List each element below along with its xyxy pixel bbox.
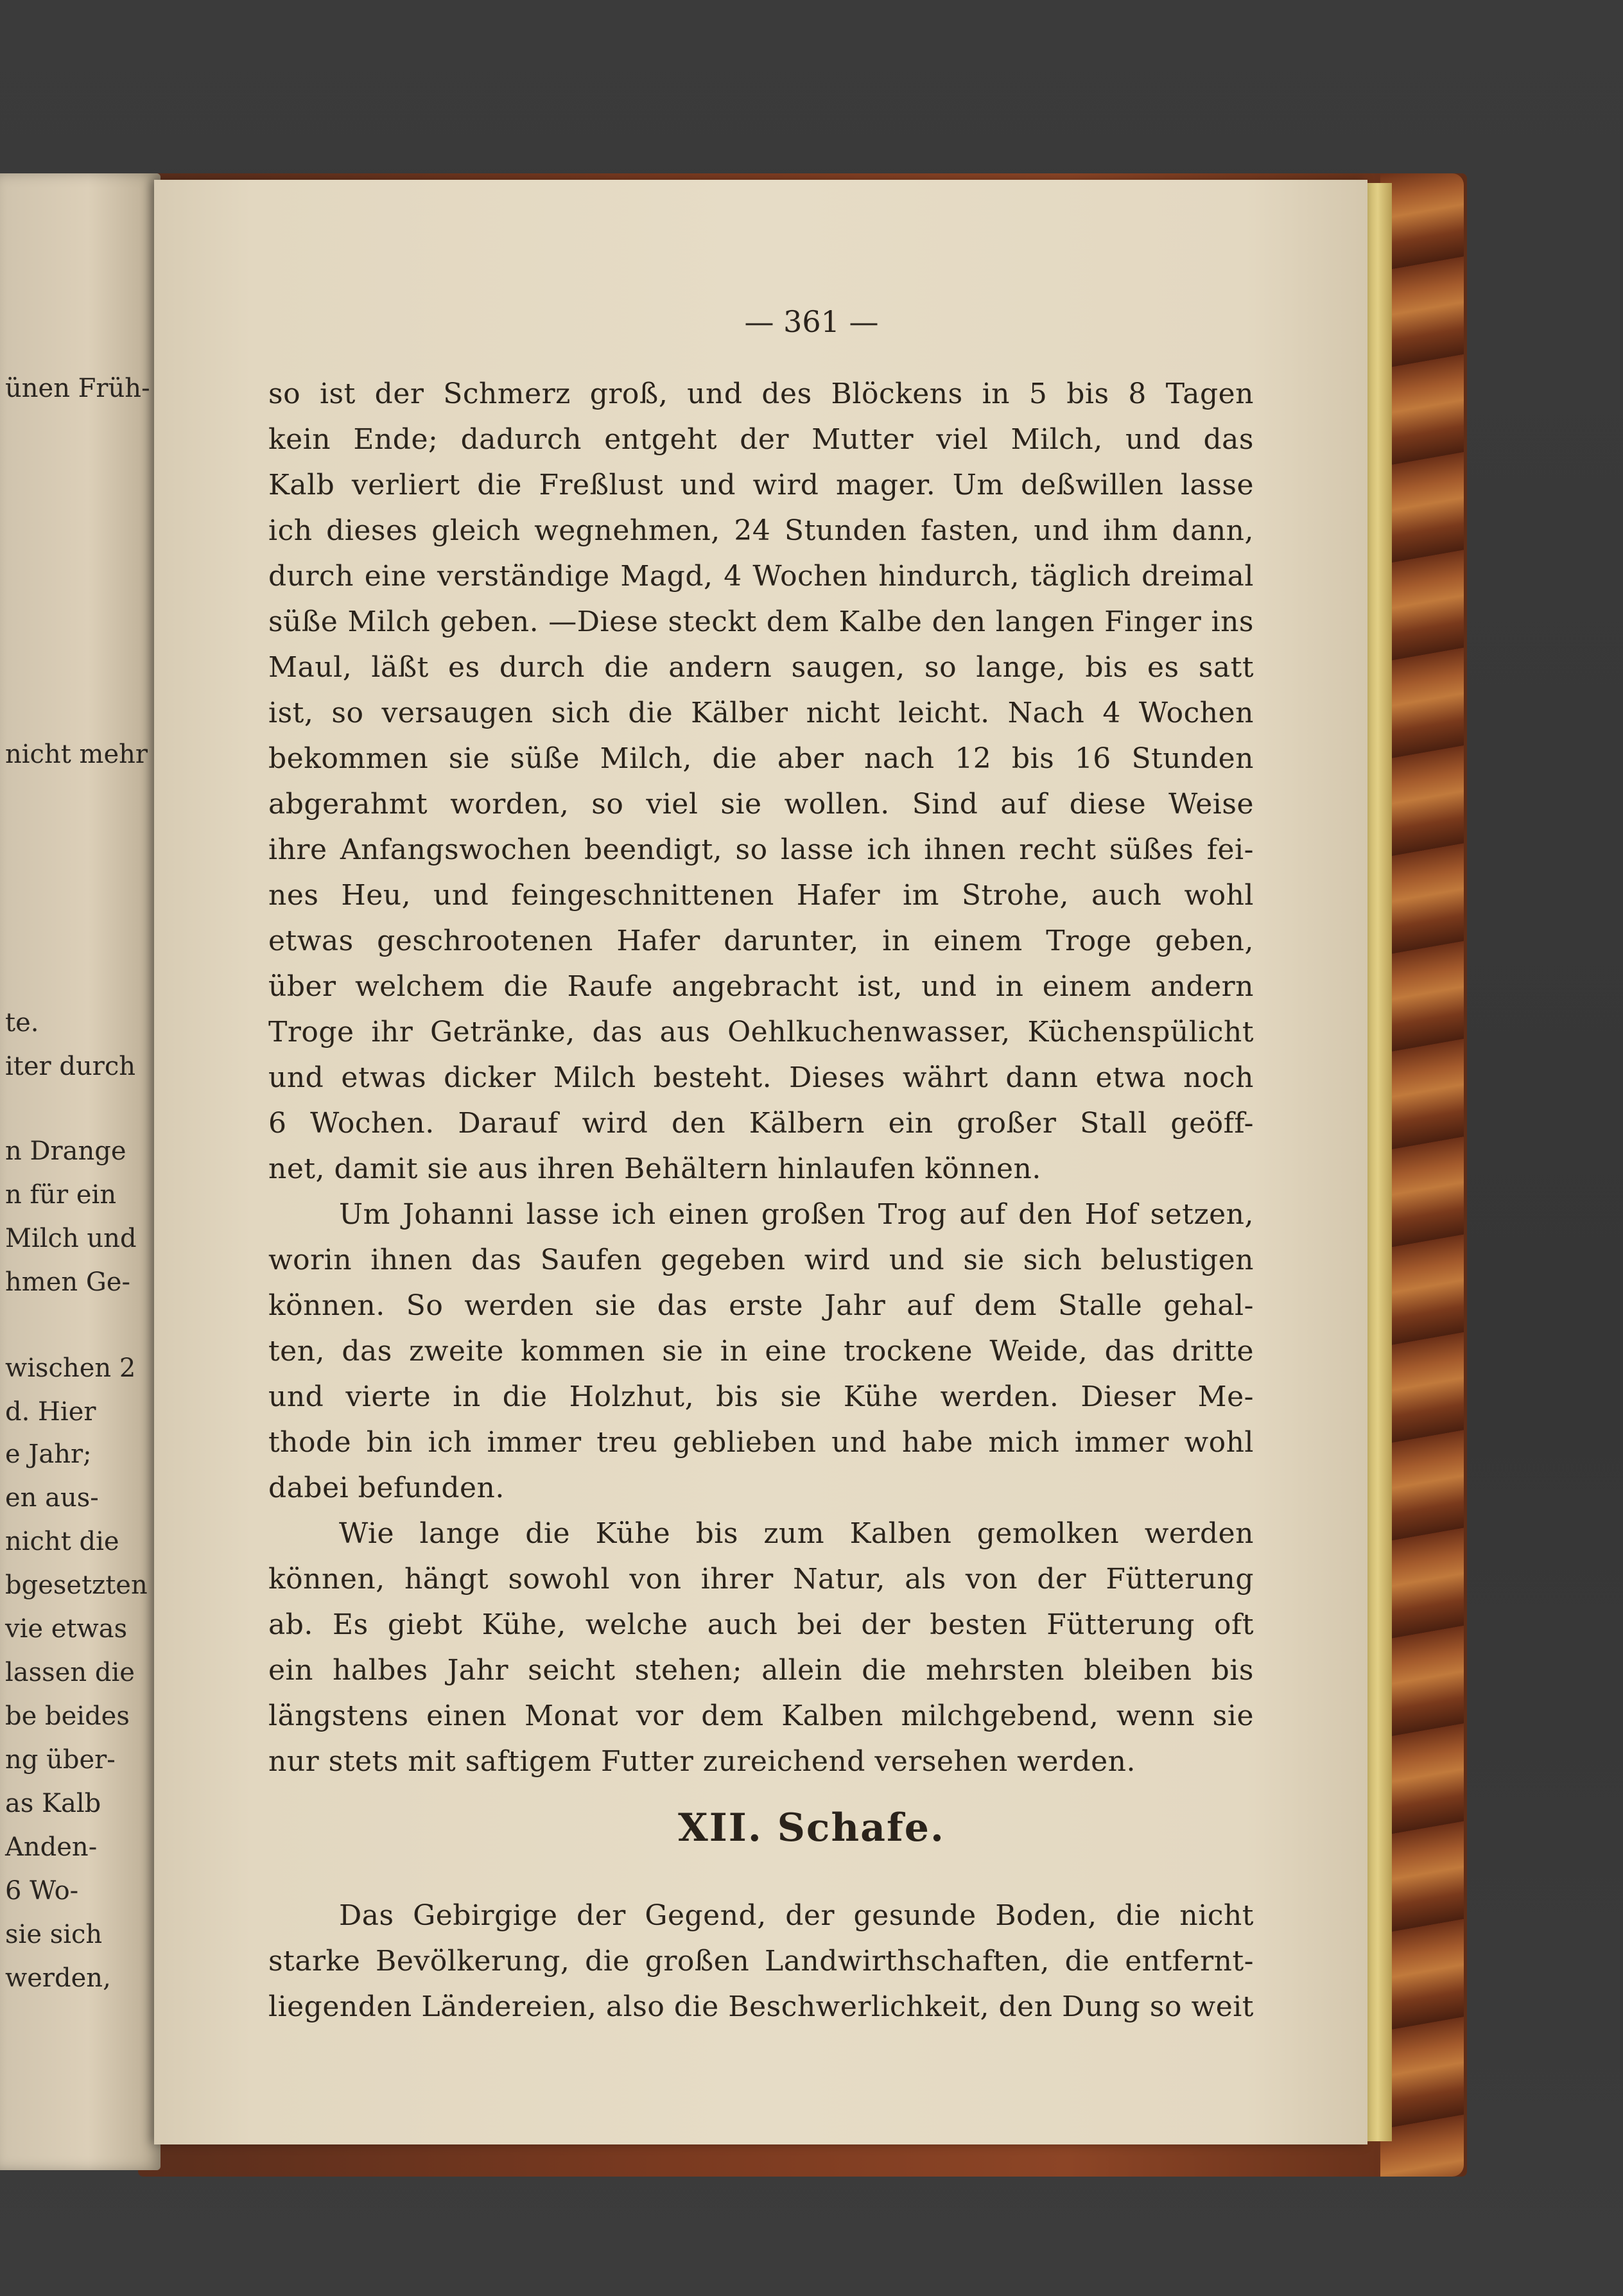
left-page-fragment: Milch und [5,1224,137,1253]
left-page-fragment: ünen Früh- [5,374,150,403]
text-line: können. So werden sie das erste Jahr auf dem Stalle gehal- [268,1289,1254,1322]
text-line: kein Ende; dadurch entgeht der Mutter viel Milch, und das [268,423,1254,456]
text-line: net, damit sie aus ihren Behältern hinlaufen können. [268,1152,1041,1185]
left-page-fragment: n Drange [5,1136,126,1166]
left-page-fragment: wischen 2 [5,1353,136,1383]
left-page-fragment: lassen die [5,1658,135,1687]
text-line: nes Heu, und feingeschnittenen Hafer im Strohe, auch wohl [268,879,1254,912]
text-line: ihre Anfangswochen beendigt, so lasse ich ihnen recht süßes fei- [268,833,1254,866]
page-number: — 361 — [744,304,879,339]
section-body-text [268,1893,1254,2030]
text-line: Troge ihr Getränke, das aus Oehlkuchenwasser, Küchenspülicht [268,1016,1254,1048]
left-page-fragment: hmen Ge- [5,1267,130,1297]
text-line: Das Gebirgige der Gegend, der gesunde Boden, die nicht [339,1899,1254,1932]
left-page-fragment: 6 Wo- [5,1876,79,1906]
text-line: ich dieses gleich wegnehmen, 24 Stunden fasten, und ihm dann, [268,514,1254,547]
left-page-fragment: ng über- [5,1745,116,1775]
text-line: bekommen sie süße Milch, die aber nach 12 bis 16 Stunden [268,742,1254,775]
text-line: Kalb verliert die Freßlust und wird mager. Um deßwillen lasse [268,469,1254,501]
text-line: so ist der Schmerz groß, und des Blöckens in 5 bis 8 Tagen [268,378,1254,410]
left-page-fragment: vie etwas [5,1614,128,1644]
left-page-fragment: en aus- [5,1483,99,1513]
text-line: können, hängt sowohl von ihrer Natur, als von der Fütterung [268,1563,1254,1596]
text-line: ist, so versaugen sich die Kälber nicht leicht. Nach 4 Wochen [268,697,1254,729]
text-line: worin ihnen das Saufen gegeben wird und sie sich belustigen [268,1244,1254,1276]
text-line: und vierte in die Holzhut, bis sie Kühe werden. Dieser Me- [268,1380,1254,1413]
text-line: liegenden Ländereien, also die Beschwerlichkeit, den Dung so weit [268,1990,1254,2023]
text-line: süße Milch geben. —Diese steckt dem Kalbe den langen Finger ins [268,605,1254,638]
text-line: durch eine verständige Magd, 4 Wochen hindurch, täglich dreimal [268,560,1254,593]
left-page-fragment: d. Hier [5,1397,96,1427]
left-page-fragment: nicht mehr [5,740,148,769]
text-line: dabei befunden. [268,1472,505,1504]
text-line: nur stets mit saftigem Futter zureichend versehen werden. [268,1745,1136,1778]
book-cover-edge [1380,173,1464,2177]
left-page-fragment: n für ein [5,1180,117,1210]
text-line: ten, das zweite kommen sie in eine trockene Weide, das dritte [268,1335,1254,1368]
text-line: etwas geschrootenen Hafer darunter, in einem Troge geben, [268,925,1254,957]
text-line: ab. Es giebt Kühe, welche auch bei der besten Fütterung oft [268,1608,1254,1641]
left-page [0,173,161,2170]
left-page-fragment: te. [5,1008,39,1038]
left-page-fragment: sie sich [5,1920,103,1949]
text-line: thode bin ich immer treu geblieben und habe mich immer wohl [268,1426,1254,1459]
left-page-fragment: werden, [5,1963,111,1993]
section-heading: XII. Schafe. [678,1805,945,1850]
text-line: ein halbes Jahr seicht stehen; allein die mehrsten bleiben bis [268,1654,1254,1687]
text-line: längstens einen Monat vor dem Kalben milchgebend, wenn sie [268,1700,1254,1732]
left-page-fragment: as Kalb [5,1789,101,1818]
left-page-fragment: be beides [5,1701,130,1731]
text-line: 6 Wochen. Darauf wird den Kälbern ein großer Stall geöff- [268,1107,1254,1140]
text-line: Maul, läßt es durch die andern saugen, so lange, bis es satt [268,651,1254,684]
left-page-fragment: iter durch [5,1052,136,1081]
text-line: Wie lange die Kühe bis zum Kalben gemolken werden [339,1517,1254,1550]
left-page-fragment: e Jahr; [5,1439,92,1469]
text-line: und etwas dicker Milch besteht. Dieses währt dann etwa noch [268,1061,1254,1094]
text-line: starke Bevölkerung, die großen Landwirthschaften, die entfernt- [268,1945,1254,1978]
left-page-fragment: Anden- [5,1832,98,1862]
left-page-fragment: bgesetzten [5,1570,148,1600]
left-page-fragment: nicht die [5,1527,119,1556]
text-line: über welchem die Raufe angebracht ist, und in einem andern [268,970,1254,1003]
body-text [268,371,1254,1784]
text-line: Um Johanni lasse ich einen großen Trog auf den Hof setzen, [339,1198,1254,1231]
text-line: abgerahmt worden, so viel sie wollen. Sind auf diese Weise [268,788,1254,821]
